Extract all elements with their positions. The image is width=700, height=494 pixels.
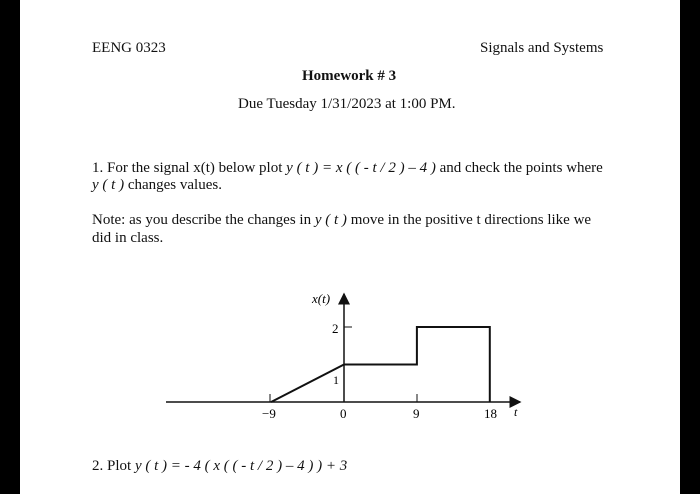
note-tail: move in the positive t directions like we	[346, 212, 592, 228]
problem-1-tail: and check the points where	[435, 160, 603, 176]
y-axis-label: x(t)	[312, 291, 331, 306]
problem-1-expression: y ( t ) = x ( ( - t / 2 ) – 4 )	[286, 160, 436, 176]
due-date: Due Tuesday 1/31/2023 at 1:00 PM.	[238, 96, 456, 112]
problem-1-line-2-expression: y ( t )	[92, 177, 125, 193]
problem-2-lead: 2. Plot	[92, 458, 135, 474]
problem-2-expression: y ( t ) = - 4 ( x ( ( - t / 2 ) – 4 ) ) + 3	[134, 458, 348, 474]
t-axis-label: t	[514, 405, 518, 419]
y-tick-label-2: 2	[332, 321, 339, 336]
course-code: EENG 0323	[92, 40, 166, 56]
x-tick-label-18: 18	[484, 406, 497, 421]
note-line-2: did in class.	[92, 230, 164, 246]
signal-line	[271, 327, 490, 402]
y-tick-label-1: 1	[333, 373, 339, 387]
x-tick-label-9: 9	[413, 406, 420, 421]
x-tick-label-minus-9: −9	[262, 406, 276, 421]
course-subject: Signals and Systems	[480, 40, 604, 56]
problem-2	[92, 458, 347, 475]
note-expression: y ( t )	[314, 212, 347, 228]
homework-title: Homework # 3	[302, 68, 397, 84]
problem-1-line-2-tail: changes values.	[124, 177, 222, 193]
note-lead: Note: as you describe the changes in	[92, 212, 315, 228]
x-tick-label-0: 0	[340, 406, 347, 421]
problem-1-lead: 1. For the signal x(t) below plot	[92, 160, 287, 176]
document-page	[20, 0, 680, 494]
signal-plot	[20, 0, 680, 494]
